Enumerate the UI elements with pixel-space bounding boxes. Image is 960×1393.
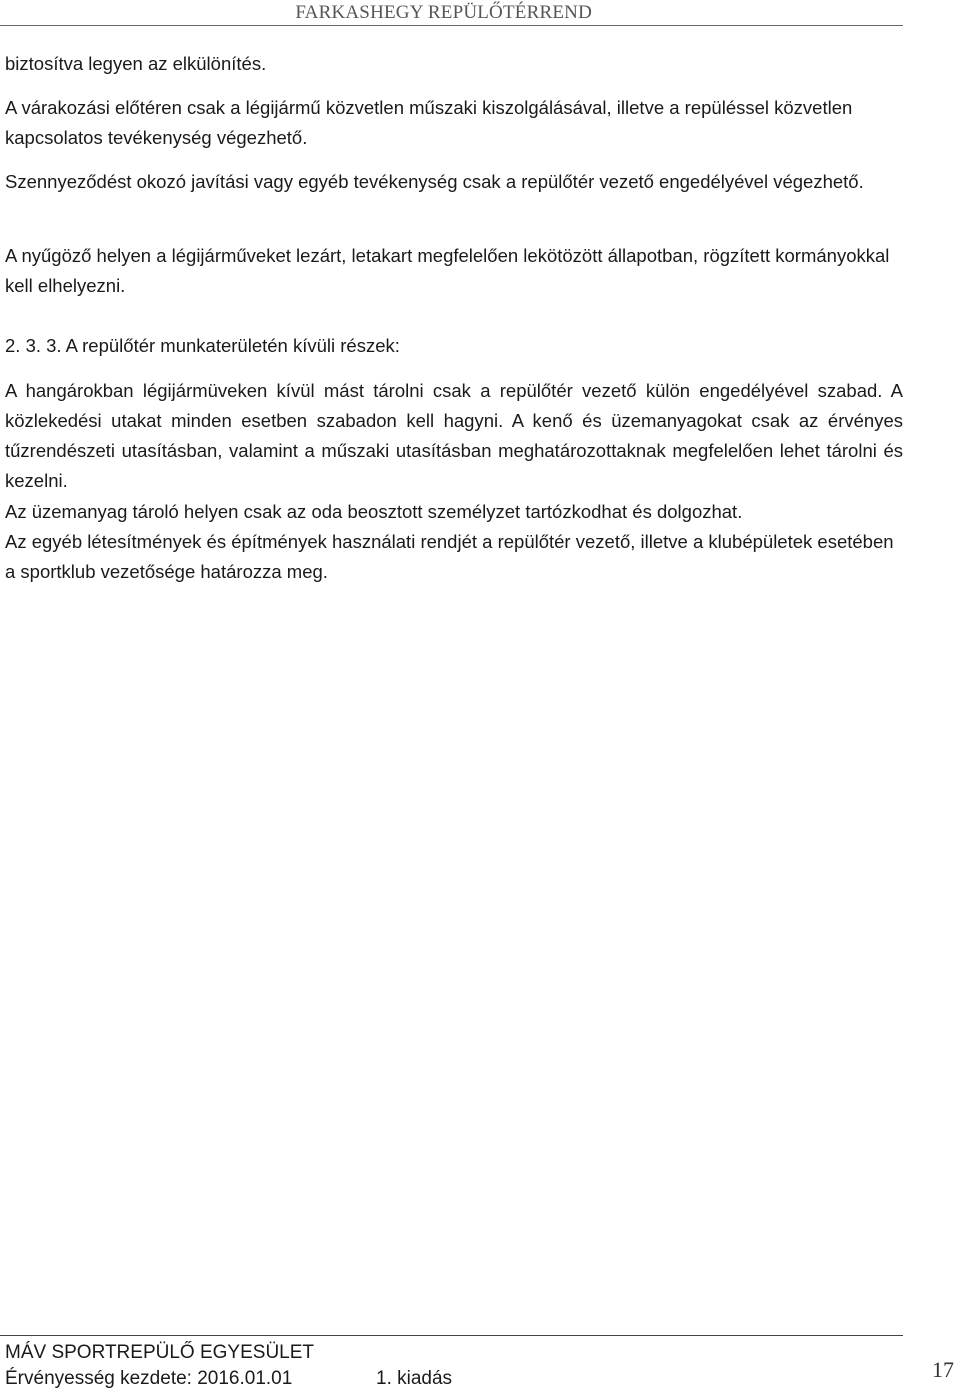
- paragraph-repairs: Szennyeződést okozó javítási vagy egyéb tevékenység csak a repülőtér vezető engedélyével végezhető.: [5, 171, 864, 192]
- footer-validity: Érvényesség kezdete: 2016.01.01: [5, 1368, 293, 1389]
- paragraph-hangars: A hangárokban légijármüveken kívül mást tárolni csak a repülőtér vezető külön engedélyével szabad. A közlekedési utakat minden esetben szabadon kell hagyni. A kenő és üzemanyagokat csak az érvényes tűzrendészeti utasításban, valamint a műszaki utasításban meghatározottaknak megfelelően lehet tárolni és kezelni.: [5, 380, 903, 491]
- paragraph-fuel-storage: Az üzemanyag tároló helyen csak az oda beosztott személyzet tartózkodhat és dolgozhat.: [5, 501, 743, 522]
- footer-divider: [0, 1335, 903, 1336]
- paragraph-separation: biztosítva legyen az elkülönítés.: [5, 53, 267, 74]
- footer-edition: 1. kiadás: [376, 1368, 453, 1389]
- paragraph-waiting-apron: A várakozási előtéren csak a légijármű közvetlen műszaki kiszolgálásával, illetve a repüléssel közvetlen kapcsolatos tevékenység végezhető.: [5, 97, 853, 148]
- header-divider: [0, 25, 903, 26]
- paragraph-facilities: Az egyéb létesítmények és építmények használati rendjét a repülőtér vezető, illetve a klubépületek esetében a sportklub vezetősége határozza meg.: [5, 531, 894, 582]
- footer-organization: MÁV SPORTREPÜLŐ EGYESÜLET: [5, 1342, 315, 1363]
- paragraph-parking: A nyűgöző helyen a légijárműveket lezárt, letakart megfelelően lekötözött állapotban, rögzített kormányokkal kell elhelyezni.: [5, 245, 890, 296]
- header-title: FARKASHEGY REPÜLŐTÉRREND: [295, 2, 592, 23]
- page-number: 17: [932, 1357, 954, 1382]
- section-heading: 2. 3. 3. A repülőtér munkaterületén kívüli részek:: [5, 335, 400, 356]
